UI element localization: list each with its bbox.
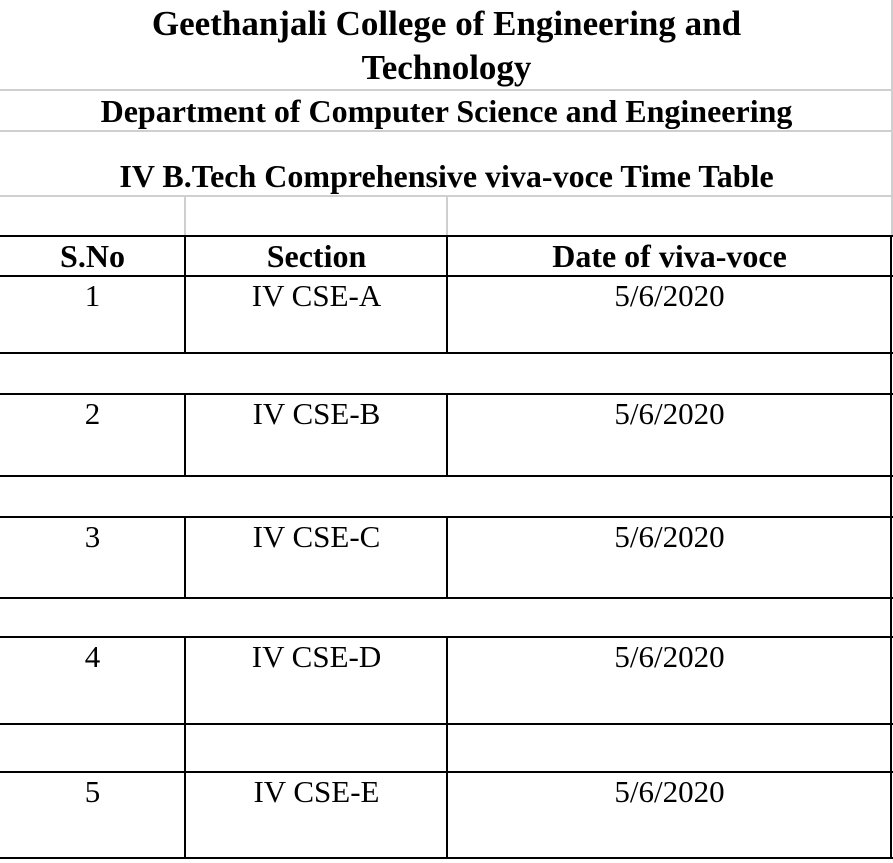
department-title: Department of Computer Science and Engineering (100, 93, 793, 129)
header-date: Date of viva-voce (552, 238, 787, 274)
gridline (446, 196, 448, 236)
cell-section: IV CSE-E (253, 774, 380, 809)
header-sno: S.No (60, 238, 125, 274)
cell-date: 5/6/2020 (614, 396, 725, 431)
cell-sno: 1 (84, 278, 101, 313)
cell-section: IV CSE-C (252, 519, 381, 554)
cell-date: 5/6/2020 (614, 519, 725, 554)
cell-section: IV CSE-B (252, 396, 381, 431)
cell-sno: 2 (84, 396, 101, 431)
institution-title-line2: Technology (361, 48, 532, 87)
gridline (184, 196, 186, 236)
header-section: Section (266, 238, 367, 274)
cell-date: 5/6/2020 (614, 774, 725, 809)
cell-section: IV CSE-D (251, 639, 382, 674)
gridline (0, 130, 893, 132)
institution-title-line1: Geethanjali College of Engineering and (151, 4, 742, 43)
cell-section: IV CSE-A (251, 278, 382, 313)
cell-date: 5/6/2020 (614, 639, 725, 674)
timetable-title: IV B.Tech Comprehensive viva-voce Time Table (119, 158, 774, 194)
gridline (0, 89, 893, 91)
cell-sno: 4 (84, 639, 101, 674)
cell-sno: 3 (84, 519, 101, 554)
cell-sno: 5 (84, 774, 101, 809)
cell-date: 5/6/2020 (614, 278, 725, 313)
